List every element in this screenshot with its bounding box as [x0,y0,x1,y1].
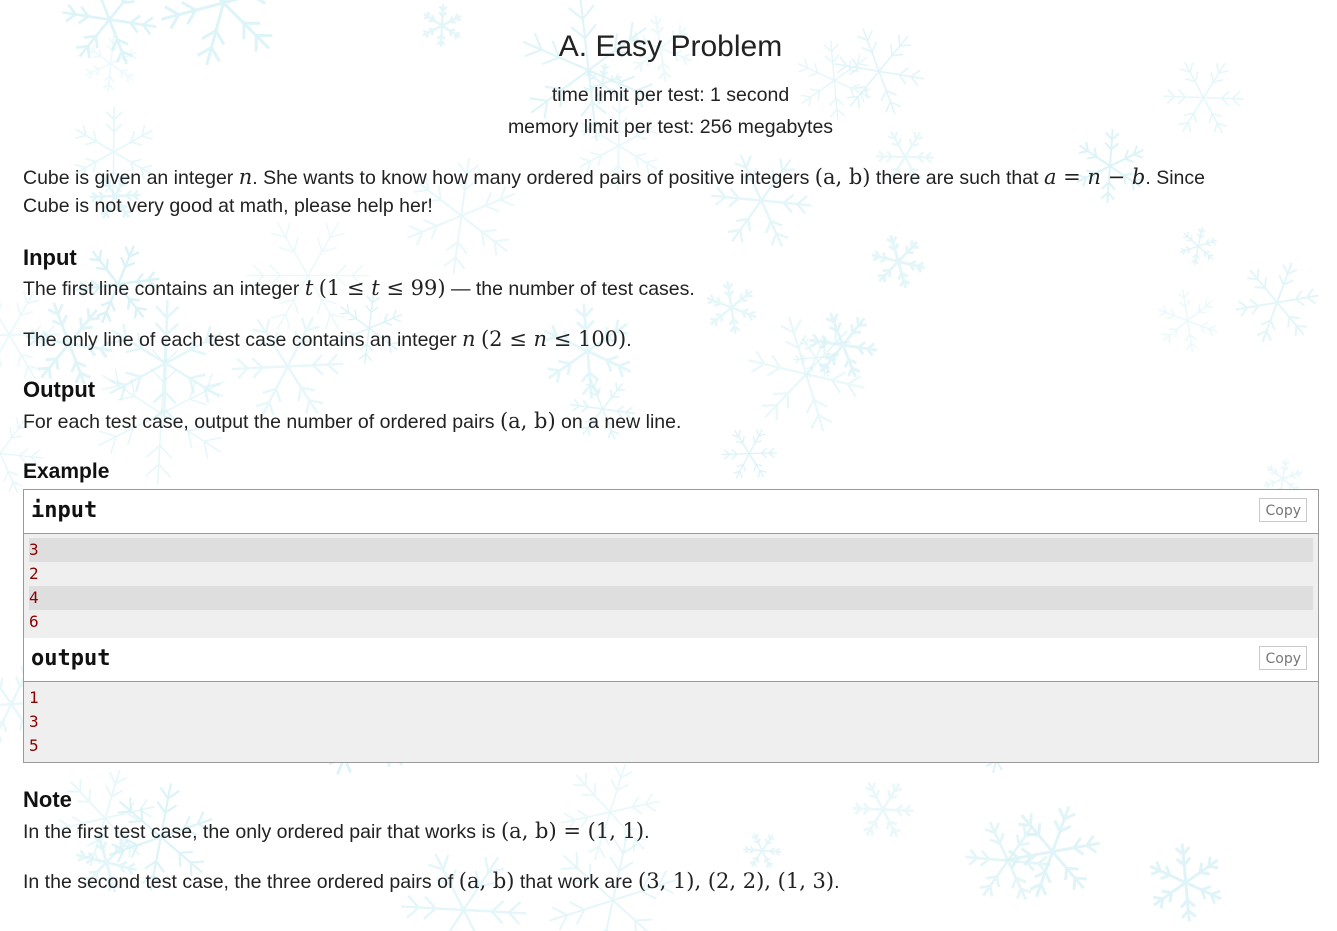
sample-input-header [24,490,1318,534]
sample-input-label: input [31,498,98,523]
sample-input-content [24,534,1318,638]
problem-title: A. Easy Problem [558,30,783,63]
copy-output-button[interactable]: Copy [1259,646,1307,670]
sample-input-line: 3 [29,538,1313,562]
note-line-1: In the first test case, the only ordered pair that works is (a, b) = (1, 1). [23,819,650,843]
legend-line-1 [23,163,1205,193]
math-pair: (a, b) [458,869,515,893]
note-heading: Note [23,787,72,812]
math-pairs-list: (3, 1), (2, 2), (1, 3) [638,869,835,893]
legend-text: Cube is given an integer [23,167,239,189]
math-pair: (a, b) [499,409,556,433]
copy-input-button[interactable]: Copy [1259,498,1307,522]
sample-output-line: 3 [29,712,39,731]
math-n: n [462,327,476,351]
note-line-2: In the second test case, the three ordered pairs of (a, b) that work are (3, 1), (2, 2), (1, 3). [23,869,840,893]
sample-output-content [24,682,1318,762]
sample-output-box [23,638,1319,763]
sample-input-box [23,489,1319,639]
sample-output-line: 1 [29,688,39,707]
math-pair-equals: (a, b) = (1, 1) [500,819,645,843]
input-spec-line-1: The first line contains an integer t (1 ≤ t ≤ 99) — the number of test cases. [23,276,695,300]
sample-input-line: 6 [29,612,39,631]
input-spec-line-2: The only line of each test case contains an integer n (2 ≤ n ≤ 100). [23,327,632,351]
input-heading: Input [23,245,77,270]
memory-limit: memory limit per test: 256 megabytes [507,116,834,138]
sample-output-label: output [31,646,111,671]
sample-input-line: 2 [29,564,39,583]
legend-text: . Since [1145,167,1205,189]
math-equation: a = n − b [1043,165,1146,189]
legend-text: . She wants to know how many ordered pairs of positive integers [252,167,815,189]
sample-output-header [24,638,1318,682]
output-heading: Output [23,377,96,402]
math-pair: (a, b) [814,165,871,189]
example-heading: Example [23,460,110,483]
output-spec: For each test case, output the number of ordered pairs (a, b) on a new line. [23,409,682,433]
math-n: n [238,165,253,189]
math-n-range: (2 ≤ n ≤ 100) [480,327,627,351]
math-t-range: (1 ≤ t ≤ 99) [318,276,446,300]
legend-line-2: Cube is not very good at math, please help her! [23,195,433,217]
legend-text: there are such that [870,167,1044,189]
math-t: t [304,276,314,300]
time-limit: time limit per test: 1 second [551,84,790,106]
sample-output-line: 5 [29,736,39,755]
sample-input-line: 4 [29,586,1313,610]
